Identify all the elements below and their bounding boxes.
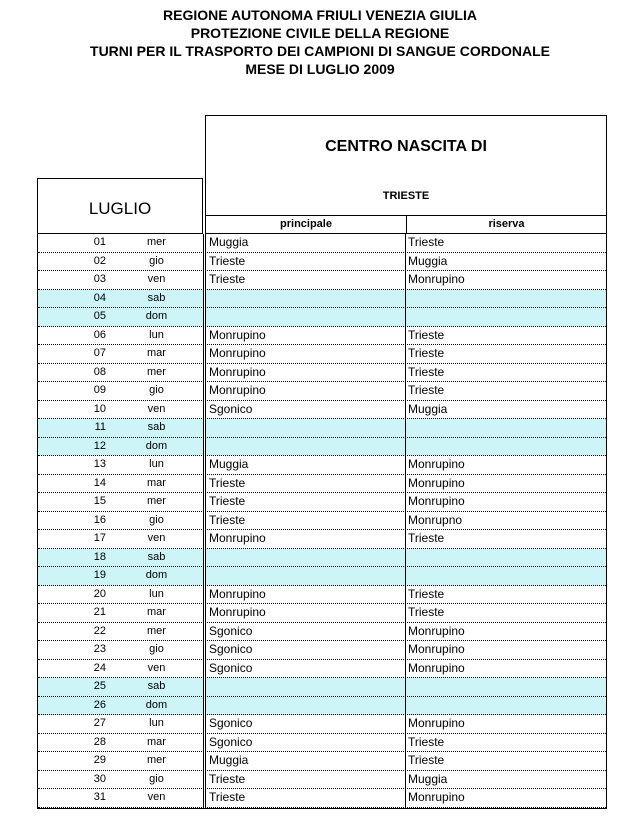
day-cell: 17 <box>93 532 106 544</box>
principale-cell <box>206 697 406 715</box>
table-row <box>38 382 606 401</box>
table-row <box>38 234 606 253</box>
weekday-cell: sab <box>110 549 204 567</box>
weekday-cell: mar <box>110 475 204 493</box>
weekday-cell: ven <box>110 401 204 419</box>
riserva-cell <box>406 308 606 326</box>
principale-cell: Sgonico <box>206 623 406 641</box>
table-row <box>38 789 606 808</box>
riserva-cell <box>406 549 606 567</box>
day-cell: 03 <box>93 273 106 285</box>
table-row <box>38 327 606 346</box>
weekday-cell: ven <box>110 271 204 289</box>
day-cell: 22 <box>93 624 106 637</box>
riserva-cell: Trieste <box>408 346 445 360</box>
doc-title-line4: MESE DI LUGLIO 2009 <box>245 61 395 77</box>
table-row <box>38 401 606 420</box>
table-row <box>38 549 606 568</box>
day-cell: 19 <box>93 569 106 581</box>
principale-cell: Trieste <box>206 512 406 530</box>
day-cell: 16 <box>93 513 106 526</box>
day-cell: 26 <box>93 698 106 711</box>
principale-cell: Trieste <box>206 789 406 807</box>
riserva-cell: Monrupino <box>408 790 465 804</box>
principale-cell: Muggia <box>206 752 406 770</box>
weekday-cell: sab <box>110 419 204 437</box>
weekday-cell: dom <box>110 438 204 456</box>
weekday-cell: lun <box>110 456 204 474</box>
riserva-cell <box>406 567 606 585</box>
riserva-cell: Muggia <box>408 253 448 268</box>
center-title: CENTRO NASCITA DI <box>325 138 487 155</box>
day-cell: 29 <box>93 754 106 766</box>
table-row <box>38 512 606 531</box>
riserva-cell: Trieste <box>408 327 445 342</box>
table-row <box>38 345 606 364</box>
principale-cell: Monrupino <box>206 586 406 604</box>
table-row <box>38 530 606 549</box>
weekday-cell: dom <box>110 308 204 326</box>
riserva-cell: Monrupino <box>408 457 465 471</box>
doc-title-line3: TURNI PER IL TRASPORTO DEI CAMPIONI DI SANGUE CORDONALE <box>90 43 550 59</box>
principale-cell <box>206 308 406 326</box>
principale-cell: Monrupino <box>206 345 406 363</box>
principale-cell: Monrupino <box>206 530 406 548</box>
day-cell: 08 <box>93 365 106 378</box>
weekday-cell: ven <box>110 789 204 807</box>
day-cell: 02 <box>93 254 106 267</box>
riserva-cell <box>406 438 606 456</box>
day-cell: 18 <box>93 550 106 563</box>
month-label: LUGLIO <box>88 199 152 218</box>
riserva-cell <box>406 290 606 308</box>
principale-cell: Sgonico <box>206 641 406 659</box>
weekday-cell: mer <box>110 493 204 511</box>
day-cell: 05 <box>93 310 106 322</box>
day-cell: 28 <box>93 735 106 748</box>
riserva-cell: Monrupino <box>408 475 465 490</box>
riserva-cell: Trieste <box>408 753 445 767</box>
day-cell: 14 <box>93 476 106 489</box>
weekday-cell: lun <box>110 586 204 604</box>
day-cell: 21 <box>93 606 106 618</box>
weekday-cell: ven <box>110 660 204 678</box>
weekday-cell: mer <box>110 623 204 641</box>
principale-cell <box>206 567 406 585</box>
weekday-cell: mar <box>110 604 204 622</box>
day-cell: 12 <box>93 439 106 452</box>
riserva-cell: Monrupino <box>408 494 465 508</box>
table-row <box>38 697 606 716</box>
table-row <box>38 752 606 771</box>
table-row <box>38 290 606 309</box>
day-cell: 27 <box>93 717 106 729</box>
riserva-cell: Trieste <box>408 383 445 397</box>
table-row <box>38 364 606 383</box>
principale-cell: Trieste <box>206 475 406 493</box>
table-row <box>38 641 606 660</box>
table-row <box>38 771 606 790</box>
table-row <box>38 660 606 679</box>
riserva-cell <box>406 419 606 437</box>
principale-cell: Sgonico <box>206 660 406 678</box>
principale-cell: Sgonico <box>206 401 406 419</box>
riserva-cell: Monrupino <box>408 716 465 730</box>
weekday-cell: gio <box>110 512 204 530</box>
weekday-cell: mer <box>110 364 204 382</box>
riserva-cell: Muggia <box>408 771 448 786</box>
day-cell: 10 <box>93 402 106 415</box>
table-row <box>38 586 606 605</box>
day-cell: 20 <box>93 587 106 600</box>
weekday-cell: gio <box>110 771 204 789</box>
weekday-cell: gio <box>110 641 204 659</box>
principale-cell <box>206 290 406 308</box>
weekday-cell: sab <box>110 678 204 696</box>
weekday-cell: sab <box>110 290 204 308</box>
table-row <box>38 271 606 290</box>
col-principale-header: principale <box>206 216 407 233</box>
principale-cell: Trieste <box>206 771 406 789</box>
principale-cell <box>206 678 406 696</box>
weekday-cell: lun <box>110 715 204 733</box>
table-row <box>38 438 606 457</box>
month-header-box <box>37 178 203 234</box>
day-cell: 06 <box>93 328 106 341</box>
riserva-cell: Trieste <box>408 586 445 601</box>
column-subheader <box>205 215 607 234</box>
principale-cell: Trieste <box>206 253 406 271</box>
principale-cell: Monrupino <box>206 604 406 622</box>
riserva-cell: Monrupino <box>408 272 465 286</box>
table-row <box>38 604 606 623</box>
riserva-cell: Trieste <box>408 605 445 619</box>
table-row <box>38 678 606 697</box>
principale-cell: Sgonico <box>206 715 406 733</box>
principale-cell <box>206 419 406 437</box>
principale-cell: Monrupino <box>206 382 406 400</box>
riserva-cell: Monrupno <box>408 512 463 527</box>
day-cell: 30 <box>93 772 106 785</box>
riserva-cell <box>406 697 606 715</box>
weekday-cell: gio <box>110 382 204 400</box>
table-row <box>38 308 606 327</box>
day-cell: 13 <box>93 458 106 470</box>
weekday-cell: ven <box>110 530 204 548</box>
weekday-cell: mer <box>110 752 204 770</box>
principale-cell: Monrupino <box>206 364 406 382</box>
weekday-cell: lun <box>110 327 204 345</box>
riserva-cell: Monrupino <box>408 623 465 638</box>
principale-cell: Monrupino <box>206 327 406 345</box>
principale-cell: Muggia <box>206 456 406 474</box>
table-row <box>38 475 606 494</box>
table-row <box>38 567 606 586</box>
riserva-cell: Monrupino <box>408 642 465 656</box>
weekday-cell: mar <box>110 734 204 752</box>
day-cell: 11 <box>94 421 106 433</box>
weekday-cell: gio <box>110 253 204 271</box>
riserva-cell: Trieste <box>408 235 445 249</box>
doc-title-line2: PROTEZIONE CIVILE DELLA REGIONE <box>190 25 450 41</box>
day-cell: 01 <box>93 236 106 248</box>
principale-cell: Trieste <box>206 493 406 511</box>
principale-cell: Muggia <box>206 234 406 252</box>
weekday-cell: dom <box>110 697 204 715</box>
table-row <box>38 419 606 438</box>
day-cell: 07 <box>93 347 106 359</box>
table-row <box>38 734 606 753</box>
day-cell: 24 <box>93 661 106 674</box>
riserva-cell: Trieste <box>408 364 445 379</box>
table-row <box>38 456 606 475</box>
principale-cell <box>206 549 406 567</box>
weekday-cell: dom <box>110 567 204 585</box>
principale-cell: Sgonico <box>206 734 406 752</box>
principale-cell: Trieste <box>206 271 406 289</box>
riserva-cell: Trieste <box>408 531 445 545</box>
day-cell: 31 <box>93 791 106 803</box>
day-cell: 25 <box>93 680 106 692</box>
table-row <box>38 623 606 642</box>
schedule-table <box>37 234 607 809</box>
weekday-cell: mar <box>110 345 204 363</box>
doc-title-line1: REGIONE AUTONOMA FRIULI VENEZIA GIULIA <box>163 7 477 23</box>
day-cell: 09 <box>93 384 106 396</box>
riserva-cell: Muggia <box>408 401 448 416</box>
day-cell: 23 <box>93 643 106 655</box>
table-row <box>38 715 606 734</box>
center-name: TRIESTE <box>382 190 430 202</box>
principale-cell <box>206 438 406 456</box>
table-row <box>38 253 606 272</box>
riserva-cell <box>406 678 606 696</box>
weekday-cell: mer <box>110 234 204 252</box>
riserva-cell: Monrupino <box>408 660 465 675</box>
col-riserva-header: riserva <box>488 218 525 230</box>
day-cell: 15 <box>93 495 106 507</box>
day-cell: 04 <box>93 291 106 304</box>
table-row <box>38 493 606 512</box>
riserva-cell: Trieste <box>408 734 445 749</box>
